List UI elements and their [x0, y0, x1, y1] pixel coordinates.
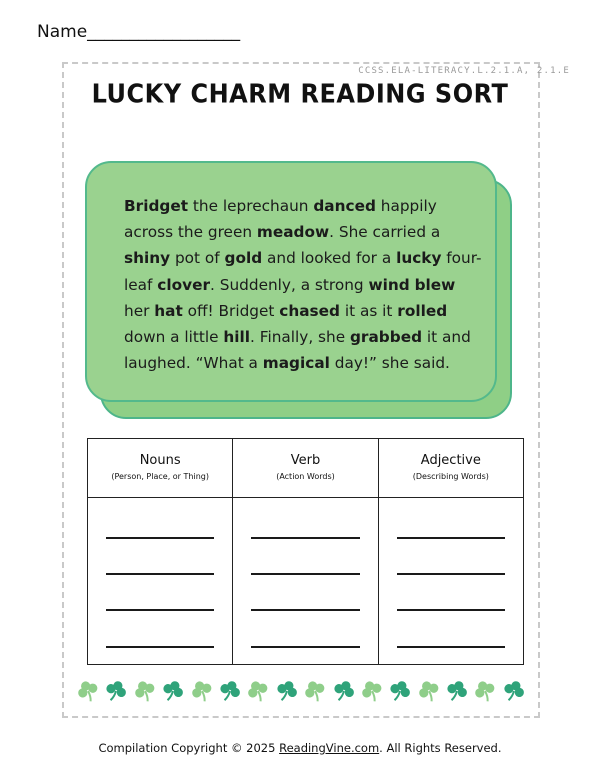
shamrock-icon: [388, 679, 412, 703]
copyright-prefix: Compilation Copyright © 2025: [98, 741, 280, 755]
shamrock-icon: [303, 679, 327, 703]
answer-line[interactable]: [106, 537, 214, 539]
name-field-label: Name__________________: [37, 22, 241, 42]
shamrock-icon: [104, 679, 128, 703]
answer-line[interactable]: [397, 609, 505, 611]
column-title: Verb: [290, 453, 321, 468]
shamrock-icon: [332, 679, 356, 703]
standard-code: CCSS.ELA-LITERACY.L.2.1.A, 2.1.E: [358, 66, 570, 76]
story-keyword: blew: [414, 275, 456, 294]
shamrock-icon: [473, 679, 497, 703]
story-text: pot of: [170, 249, 225, 268]
shamrock-icon: [417, 679, 441, 703]
column-header: [379, 439, 523, 498]
story-text: it as it: [340, 301, 398, 320]
answer-line[interactable]: [251, 537, 359, 539]
readingvine-link[interactable]: ReadingVine.com: [279, 741, 380, 755]
column-writing-area[interactable]: [88, 498, 232, 664]
story-keyword: Bridget: [124, 197, 189, 215]
story-keyword: gold: [224, 249, 263, 268]
story-text: . She carried a: [329, 223, 441, 242]
shamrock-icon: [190, 679, 214, 703]
column-subtitle: (Describing Words): [412, 472, 489, 481]
column-title: Nouns: [139, 453, 181, 468]
answer-line[interactable]: [106, 646, 214, 648]
worksheet-title: LUCKY CHARM READING SORT: [91, 78, 509, 110]
shamrock-icon: [76, 679, 100, 703]
answer-line[interactable]: [397, 537, 505, 539]
story-text: . Finally, she: [250, 328, 350, 347]
shamrock-icon: [246, 679, 270, 703]
copyright-footer: [0, 741, 600, 755]
story-text: four-leaf: [124, 249, 482, 294]
story-keyword: lucky: [396, 249, 442, 268]
sort-column: [379, 439, 523, 664]
story-text: . Suddenly, a strong: [210, 275, 369, 294]
story-keyword: hill: [223, 328, 251, 347]
answer-line[interactable]: [251, 646, 359, 648]
copyright-suffix: . All Rights Reserved.: [379, 741, 502, 755]
story-keyword: danced: [313, 197, 376, 215]
shamrock-icon: [360, 679, 384, 703]
shamrock-icon: [445, 679, 469, 703]
story-passage: [124, 193, 484, 376]
column-writing-area[interactable]: [379, 498, 523, 664]
column-subtitle: (Person, Place, or Thing): [111, 472, 209, 481]
answer-line[interactable]: [251, 609, 359, 611]
answer-line[interactable]: [397, 646, 505, 648]
story-text: off! Bridget: [182, 301, 280, 320]
answer-line[interactable]: [106, 573, 214, 575]
column-subtitle: (Action Words): [276, 472, 335, 481]
shamrock-icon: [275, 679, 299, 703]
story-text: it and laughed. “What a: [124, 328, 471, 373]
column-title: Adjective: [420, 453, 481, 468]
story-keyword: clover: [157, 275, 211, 294]
story-keyword: chased: [279, 301, 340, 320]
answer-line[interactable]: [106, 609, 214, 611]
story-keyword: shiny: [124, 249, 171, 268]
story-text: the leprechaun: [188, 197, 314, 215]
shamrock-border: [76, 676, 526, 706]
answer-line[interactable]: [397, 573, 505, 575]
story-text: happily across the green: [124, 197, 437, 242]
column-writing-area[interactable]: [233, 498, 377, 664]
story-text: and looked for a: [262, 249, 397, 268]
shamrock-icon: [133, 679, 157, 703]
column-header: [88, 439, 232, 498]
story-text: down a little: [124, 328, 224, 347]
sort-column: [88, 439, 233, 664]
word-sort-table: [87, 438, 524, 665]
story-keyword: wind: [368, 275, 410, 294]
sort-column: [233, 439, 378, 664]
story-text: day!” she said.: [329, 354, 450, 373]
story-keyword: hat: [154, 301, 183, 320]
story-keyword: meadow: [256, 223, 330, 242]
shamrock-icon: [161, 679, 185, 703]
column-header: [233, 439, 377, 498]
story-keyword: magical: [262, 354, 330, 373]
answer-line[interactable]: [251, 573, 359, 575]
shamrock-icon: [218, 679, 242, 703]
story-text: her: [124, 301, 155, 320]
shamrock-icon: [502, 679, 526, 703]
story-keyword: grabbed: [349, 328, 423, 347]
story-keyword: rolled: [397, 301, 448, 320]
